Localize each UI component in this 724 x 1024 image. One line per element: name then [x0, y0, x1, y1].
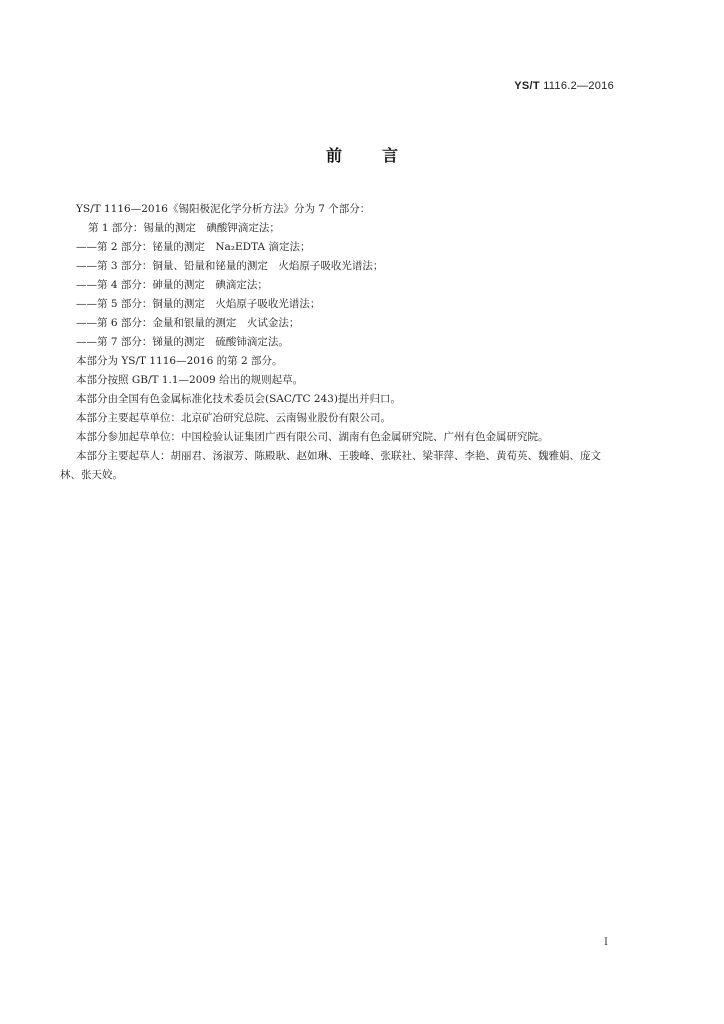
list-item: ——第 7 部分：锑量的测定 硫酸铈滴定法。	[76, 336, 289, 348]
list-item: ——第 2 部分：铋量的测定 Na₂EDTA 滴定法；	[76, 241, 311, 253]
standard-number: 1116.2—2016	[543, 80, 614, 92]
paragraph: 本部分主要起草人：胡丽君、汤淑芳、陈殿耿、赵如琳、王骏峰、张联社、梁菲萍、李艳、黄荀英、魏雅娟、庞文林、张天姣。	[60, 450, 601, 481]
page-number: I	[604, 937, 608, 948]
paragraph: 本部分按照 GB/T 1.1—2009 给出的规则起草。	[76, 374, 304, 386]
foreword-body	[60, 200, 616, 485]
paragraph: YS/T 1116—2016《锡阳极泥化学分析方法》分为 7 个部分：	[76, 203, 371, 215]
paragraph: 本部分参加起草单位：中国检验认证集团广西有限公司、湖南有色金属研究院、广州有色金属研究院。	[76, 431, 549, 443]
paragraph: 本部分为 YS/T 1116—2016 的第 2 部分。	[76, 355, 283, 367]
list-item: ——第 4 部分：砷量的测定 碘滴定法；	[76, 279, 268, 291]
list-item: ——第 5 部分：铜量的测定 火焰原子吸收光谱法；	[76, 298, 321, 310]
list-item: ——第 3 部分：铜量、铅量和铋量的测定 火焰原子吸收光谱法；	[76, 260, 384, 272]
list-item: 第 1 部分：锡量的测定 碘酸钾滴定法；	[88, 222, 280, 234]
list-item: ——第 6 部分：金量和银量的测定 火试金法；	[76, 317, 300, 329]
paragraph: 本部分由全国有色金属标准化技术委员会(SAC/TC 243)提出并归口。	[76, 393, 401, 405]
paragraph: 本部分主要起草单位：北京矿冶研究总院、云南锡业股份有限公司。	[76, 412, 391, 424]
standard-prefix: YS/T	[514, 80, 540, 92]
page-title: 前言	[325, 146, 438, 165]
standard-code	[514, 80, 614, 92]
